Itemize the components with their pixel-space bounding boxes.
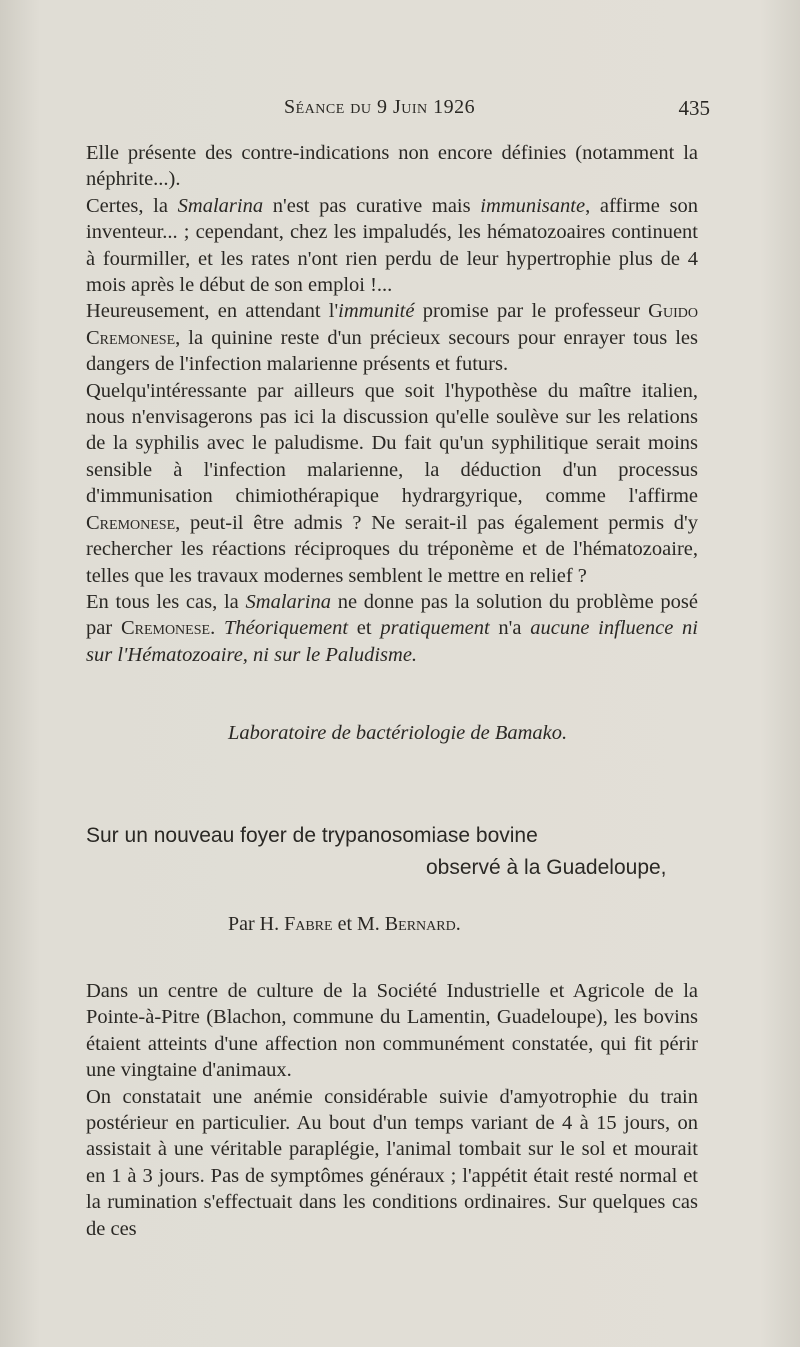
article-2-title-line-1: Sur un nouveau foyer de trypanosomiase bovine: [86, 824, 538, 847]
italic-run: immunité: [338, 300, 415, 323]
author-bernard: Bernard: [384, 913, 456, 935]
byline-join: et M.: [332, 913, 385, 935]
text-run: Dans un centre de culture de la Société Industrielle et Agricole de la Pointe-à-Pitre (Blachon, commune du Lamentin, Guadeloupe), les bovins étaient atteints d'une affection non communément constatée, qui fit périr une vingtaine d'animaux.: [86, 980, 698, 1082]
byline-suffix: .: [455, 913, 461, 935]
page-number: 435: [678, 96, 710, 120]
text-run: Certes, la: [86, 194, 178, 217]
running-head: Séance du 9 Juin 1926: [284, 96, 476, 118]
article-2-paragraph: [86, 978, 698, 1084]
small-caps-run: Guido Cremonese: [86, 300, 698, 349]
text-run: , peut-il être admis ? Ne serait-il pas également permis d'y rechercher les réactions réciproques du tréponème et de l'hématozoaire, telles que les travaux modernes semblent le mettre en relief ?: [86, 511, 698, 587]
text-run: promise par le professeur: [414, 300, 649, 323]
laboratory-signature: Laboratoire de bactériologie de Bamako.: [228, 722, 568, 744]
article-1-paragraph: [86, 589, 698, 668]
article-1-paragraph: [86, 378, 698, 589]
italic-run: pratiquement: [380, 617, 490, 640]
italic-run: aucune influence ni sur l'Hématozoaire, ni sur le Paludisme.: [86, 617, 699, 666]
text-run: Elle présente des contre-indications non encore définies (notamment la néphrite...).: [86, 142, 698, 191]
article-1-paragraph: [86, 298, 698, 377]
text-run: En tous les cas, la: [86, 590, 246, 613]
text-run: n'est pas curative mais: [263, 194, 481, 217]
italic-run: Smalarina: [177, 194, 264, 217]
article-2-byline: [228, 913, 461, 936]
text-run: et: [348, 617, 381, 640]
article-1-paragraph: [86, 193, 698, 299]
small-caps-run: Cremonese: [120, 617, 211, 640]
italic-run: Smalarina: [245, 590, 331, 613]
author-fabre: Fabre: [284, 913, 333, 935]
text-run: .: [210, 617, 224, 640]
article-1-body: [86, 140, 698, 668]
text-run: Quelqu'intéressante par ailleurs que soit l'hypothèse du maître italien, nous n'envisagerons pas ici la discussion qu'elle soulève sur les relations de la syphilis avec le paludisme. Du fait qu'un syphilitique serait moins sensible à l'infection malarienne, la déduction d'un processus d'immunisation chimiothérapique hydrargyrique, comme l'affirme: [86, 379, 698, 508]
byline-prefix: Par H.: [228, 913, 285, 935]
text-run: On constatait une anémie considérable suivie d'amyotrophie du train postérieur en particulier. Au bout d'un temps variant de 4 à 15 jours, on assistait à une véritable paraplégie, l'animal tombait sur le sol et mourait en 1 à 3 jours. Pas de symptômes généraux ; l'appétit était resté normal et la rumination s'effectuait dans les conditions ordinaires. Sur quelques cas de ces: [86, 1085, 698, 1240]
text-run: , la quinine reste d'un précieux secours pour enrayer tous les dangers de l'infection malarienne présents et futurs.: [86, 326, 698, 376]
article-2-body: [86, 978, 698, 1242]
small-caps-run: Cremonese: [86, 511, 176, 534]
text-run: n'a: [489, 617, 531, 640]
article-2-title-line-2: observé à la Guadeloupe,: [426, 856, 667, 879]
page-header: [90, 88, 710, 118]
text-run: ne donne pas la solution du problème posé par: [86, 590, 698, 640]
italic-run: Théoriquement: [223, 617, 349, 640]
article-1-paragraph: [86, 140, 698, 193]
italic-run: immunisante: [480, 194, 586, 217]
text-run: Heureusement, en attendant l': [86, 300, 339, 323]
text-run: , affirme son inventeur... ; cependant, chez les impaludés, les hématozoaires continuent à fourmiller, et les rates n'ont rien perdu de leur hypertrophie plus de 4 mois après le début de son emploi !...: [86, 194, 698, 297]
article-2-paragraph: [86, 1084, 698, 1242]
